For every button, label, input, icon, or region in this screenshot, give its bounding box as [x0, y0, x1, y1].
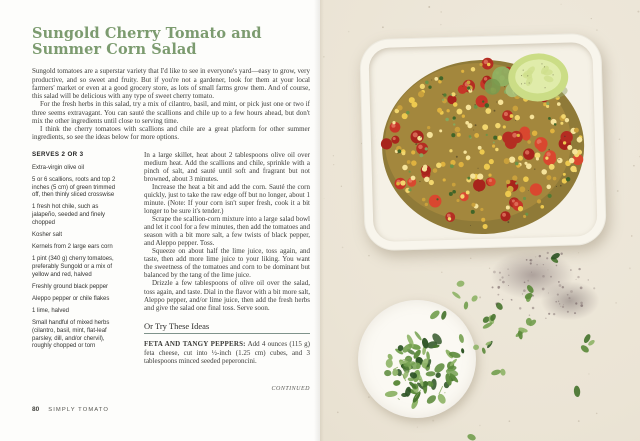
- herb-pile: [348, 288, 518, 441]
- photo-page: [320, 0, 640, 441]
- ideas-divider: [144, 333, 310, 334]
- ingredient-item: 5 or 6 scallions, roots and top 2 inches (5 cm) of green trimmed off, then thinly sliced crosswise: [32, 176, 116, 199]
- recipe-columns: [32, 151, 310, 393]
- recipe-intro: [32, 67, 310, 141]
- method-column: [144, 151, 310, 393]
- method-paragraph: In a large skillet, heat about 2 tablespoons olive oil over medium heat. Add the scallions and chile, sprinkle with a pinch of salt, and sauté until soft and fragrant but not browned, about 3 minutes.: [144, 150, 310, 183]
- intro-paragraph: I think the cherry tomatoes with scallions and chile are a great platform for other summer ingredients, so see the ideas below for more options.: [32, 125, 310, 142]
- variation-text: Add 4 ounces (115 g) feta cheese, cut into ½-inch (1.25 cm) cubes, and 3 tablespoons minced seeded peperoncini.: [144, 340, 310, 366]
- method-paragraph: Squeeze on about half the lime juice, toss again, and taste, then add more lime juice to your liking. You want the sweetness of the tomatoes and corn to be dominant but balanced by the tang of the lime juice.: [144, 247, 310, 280]
- ingredient-item: Extra-virgin olive oil: [32, 164, 85, 171]
- ingredient-item: 1 pint (340 g) cherry tomatoes, preferably Sungold or a mix of yellow and red, halved: [32, 256, 114, 278]
- salad-dish: [359, 33, 607, 252]
- method-paragraph: Scrape the scallion-corn mixture into a large salad bowl and let it cool for a few minutes, then add the tomatoes and season with a bit more salt, a few twists of black pepper, and Aleppo pepper. Toss.: [144, 215, 310, 248]
- ideas-heading: Or Try These Ideas: [144, 320, 210, 331]
- ingredients-list: [32, 165, 118, 351]
- recipe-title-line1: Sungold Cherry Tomato and: [32, 25, 262, 42]
- page-footer: [32, 406, 109, 413]
- variation-paragraph: [144, 340, 310, 365]
- ingredient-item: Aleppo pepper or chile flakes: [32, 295, 110, 302]
- ingredient-item: Kernels from 2 large ears corn: [32, 244, 113, 251]
- recipe-title: [32, 26, 310, 58]
- book-title: SIMPLY TOMATO: [48, 407, 109, 413]
- book-gutter: [314, 0, 324, 441]
- corn-tomato-salad: [370, 48, 597, 238]
- ingredient-item: Small handful of mixed herbs (cilantro, basil, mint, flat-leaf parsley, dill, and/or chervil), roughly chopped or torn: [32, 320, 110, 350]
- intro-paragraph: Sungold tomatoes are a superstar variety that I'd like to see in everyone's yard—easy to grow, very productive, and so sweet and fruity. But if you're not a gardener, look for them at your local farmers' market or even at a good grocery store, as lots of small farms grow them. And of course, this salad will be delicious with any type of sweet cherry tomato.: [32, 67, 310, 101]
- ingredient-item: 1 fresh hot chile, such as jalapeño, seeded and finely chopped: [32, 204, 106, 226]
- ingredients-sidebar: [32, 151, 118, 393]
- ingredient-item: Kosher salt: [32, 231, 63, 238]
- page-number: 80: [32, 406, 40, 413]
- ingredient-item: Freshly ground black pepper: [32, 283, 109, 290]
- continued-label: CONTINUED: [271, 385, 310, 392]
- method-paragraph: Drizzle a few tablespoons of olive oil over the salad, toss again, and taste. Dial in the flavor with a bit more salt, Aleppo pepper, and/or lime juice, then add the fresh herbs and give the salad one final toss. Serve soon.: [144, 279, 310, 312]
- variation-title: FETA AND TANGY PEPPERS:: [144, 340, 246, 349]
- intro-paragraph: For the fresh herbs in this salad, try a mix of cilantro, basil, and mint, or pick just one or two if three seems extravagant. You can sauté the scallions and chile up to a few hours ahead, but don't mix the other ingredients until close to serving time.: [32, 100, 310, 125]
- serves-label: SERVES 2 OR 3: [32, 150, 84, 158]
- recipe-title-line2: Summer Corn Salad: [32, 41, 197, 59]
- ingredient-item: 1 lime, halved: [32, 308, 70, 315]
- method-paragraph: Increase the heat a bit and add the corn. Sauté the corn quickly, just to take the raw edge off but no longer, about 1 minute. (Note: If your corn isn't super fresh, cook it a bit longer to be sure it's tender.): [144, 182, 310, 216]
